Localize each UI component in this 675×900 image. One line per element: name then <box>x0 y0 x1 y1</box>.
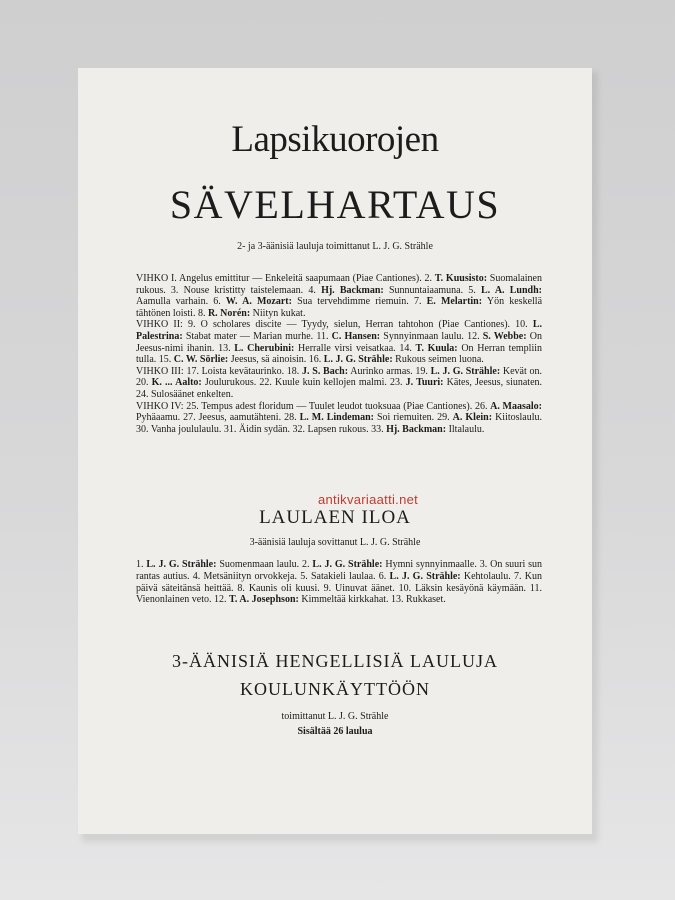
vihko-list <box>136 273 542 435</box>
vihko-3 <box>136 366 542 401</box>
composer-name: L. Palestrina: <box>136 319 543 342</box>
watermark: antikvariaatti.net <box>318 492 419 507</box>
composer-name: C. W. Sörlie: <box>173 354 229 366</box>
song-text: Iltalaulu. <box>446 423 485 435</box>
section2-paragraph <box>136 559 542 606</box>
song-text: Hymni synnyinmaalle. 3. On suuri sun rantas autius. 4. Metsäniityn orvokkeja. 5. Satakieli laulaa. 6. <box>136 559 542 582</box>
composer-name: T. Kuula: <box>415 342 458 354</box>
section2-subtitle: 3-äänisiä lauluja sovittanut L. J. G. Strähle <box>249 537 421 548</box>
composer-name: L. J. G. Strähle: <box>146 559 217 570</box>
section3-title-line-1: 3-ÄÄNISIÄ HENGELLISIÄ LAULUJA <box>172 651 498 671</box>
composer-name: W. A. Mozart: <box>225 296 292 308</box>
composer-name: J. Tuuri: <box>405 377 444 389</box>
booklet-back-cover <box>78 68 592 834</box>
composer-name: J. S. Bach: <box>302 365 349 377</box>
composer-name: L. J. G. Strähle: <box>389 570 461 582</box>
song-text: 17. Loista kevätaurinko. 18. <box>186 365 303 377</box>
song-text: Pyhäaamu. 27. Jeesus, aamutähteni. 28. <box>136 412 300 424</box>
vihko-1 <box>136 273 542 319</box>
song-text: On Herran templiin tulla. 15. <box>136 342 543 366</box>
song-text: Soi riemuiten. 29. <box>373 412 453 424</box>
song-text: Joulurukous. 22. Kuule kuin kellojen malmi. 23. <box>201 377 406 389</box>
song-text: Aamulla varhain. 6. <box>136 296 226 308</box>
title-line-1: Lapsikuorojen <box>231 119 439 160</box>
composer-name: L. J. G. Strähle: <box>323 354 393 366</box>
composer-name: T. A. Josephson: <box>229 594 299 606</box>
song-text: Sunnuntaiaamuna. 5. <box>383 284 482 296</box>
composer-name: L. J. G. Strähle: <box>430 365 501 377</box>
title-line-2: SÄVELHARTAUS <box>169 182 501 227</box>
composer-name: L. Cherubini: <box>234 342 295 354</box>
composer-name: A. Klein: <box>452 412 493 424</box>
song-text: Jeesus, sä ainoisin. 16. <box>228 354 324 366</box>
song-text: VIHKO III: <box>136 365 187 377</box>
song-text: Suomenmaan laulu. 2. <box>216 559 313 570</box>
song-text: Sua tervehdimme riemuin. 7. <box>291 296 427 308</box>
song-text: 9. O scholares discite — Tyydy, sielun, Herran tahtohon (Piae Cantiones). 10. <box>187 319 533 331</box>
composer-name: L. A. Lundh: <box>481 284 542 296</box>
composer-name: R. Norén: <box>207 307 251 319</box>
section2-title: LAULAEN ILOA <box>259 507 411 528</box>
section3-editor: toimittanut L. J. G. Strähle <box>281 711 389 722</box>
song-text: Suomalainen rukous. 3. Nouse kristitty taistelemaan. 4. <box>136 273 542 296</box>
song-text: Kätes, Jeesus, siunaten. 24. Sulosäänet enkelten. <box>136 377 543 400</box>
composer-name: Hj. Backman: <box>386 423 447 435</box>
vihko-4 <box>136 401 542 436</box>
composer-name: L. J. G. Strähle: <box>312 559 383 570</box>
composer-name: T. Kuusisto: <box>434 273 488 284</box>
composer-name: A. Maasalo: <box>490 400 542 412</box>
song-text: Niityn kukat. <box>250 307 306 319</box>
song-text: 1. <box>136 559 147 570</box>
composer-name: Hj. Backman: <box>321 284 384 296</box>
composer-name: K. ... Aalto: <box>151 377 202 389</box>
song-text: VIHKO I. <box>136 273 179 284</box>
section2-list <box>136 559 542 606</box>
song-text: Yön keskellä tähtönen loisti. 8. <box>136 296 543 319</box>
song-text: Stabat mater — Marian murhe. 11. <box>182 330 332 342</box>
song-text: Rukous seimen luona. <box>392 354 484 366</box>
composer-name: C. Hansen: <box>331 330 381 342</box>
subtitle: 2- ja 3-äänisiä lauluja toimittanut L. J. G. Strähle <box>237 241 433 252</box>
song-text: Herralle virsi veisatkaa. 14. <box>294 342 416 354</box>
song-text: 25. Tempus adest floridum — Tuulet leudot tuoksuaa (Piae Cantiones). 26. <box>186 400 491 412</box>
song-text: Kehtolaulu. 7. Kun päivä säteitänsä heittää. 8. Kaunis oli kuusi. 9. Uinuvat äänet. 10. Läksin kesäyönä käymään. 11. Vienonlainen veto. 12. <box>136 570 543 606</box>
song-text: Angelus emittitur — Enkeleitä saapumaan (Piae Cantiones). 2. <box>178 273 435 284</box>
composer-name: S. Webbe: <box>482 330 527 342</box>
song-text: VIHKO II: <box>136 319 188 331</box>
composer-name: E. Melartin: <box>426 296 483 308</box>
vihko-2 <box>136 319 542 365</box>
section3-contents: Sisältää 26 laulua <box>297 726 373 737</box>
composer-name: L. M. Lindeman: <box>299 412 374 424</box>
song-text: Synnyinmaan laulu. 12. <box>380 330 483 342</box>
song-text: Kimmeltää kirkkahat. 13. Rukkaset. <box>298 594 446 606</box>
song-text: Kevät on. 20. <box>136 365 542 389</box>
song-text: Aurinko armas. 19. <box>348 365 431 377</box>
song-text: Kiitoslaulu. 30. Vanha joululaulu. 31. Äidin sydän. 32. Lapsen rukous. 33. <box>136 412 543 435</box>
song-text: On Jeesus-nimi ihanin. 13. <box>136 330 542 354</box>
song-text: VIHKO IV: <box>136 400 187 412</box>
section3-title-line-2: KOULUNKÄYTTÖÖN <box>240 679 430 699</box>
